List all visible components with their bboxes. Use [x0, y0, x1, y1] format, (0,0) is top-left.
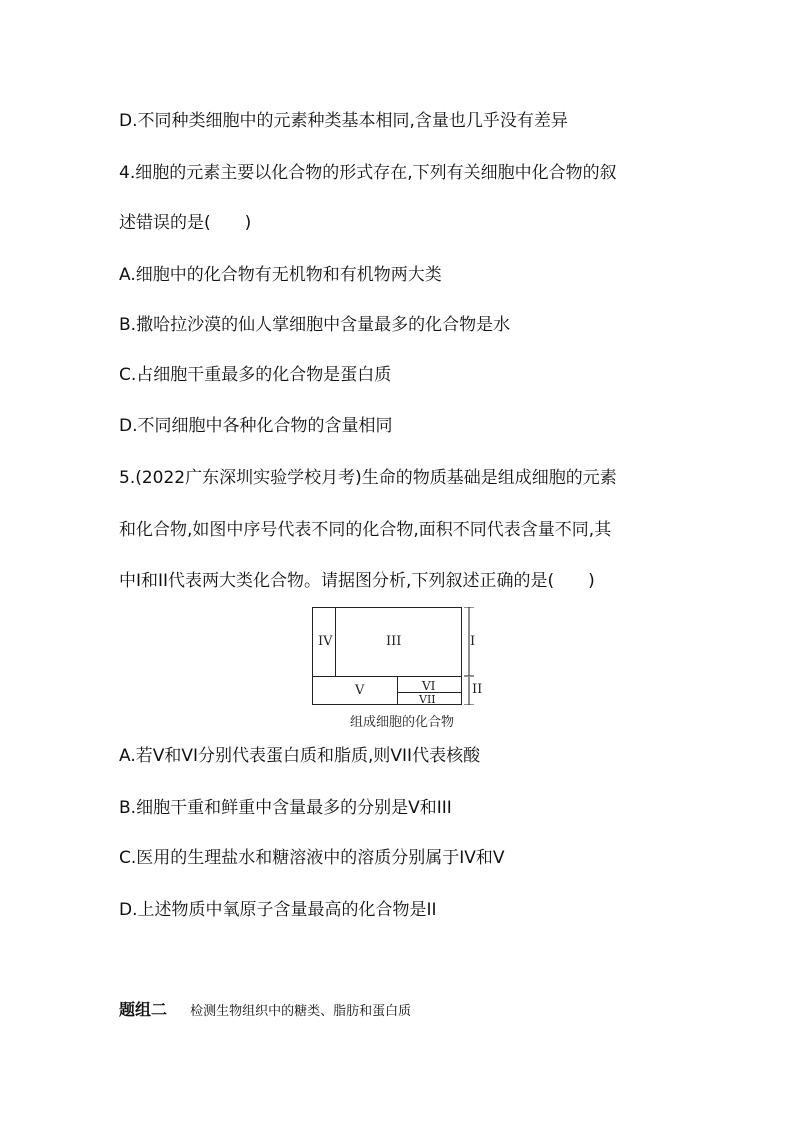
q5-option-c: C.医用的生理盐水和糖溶液中的溶质分别属于IV和V: [119, 848, 505, 868]
compound-diagram: [312, 607, 492, 732]
divider-horizontal: [312, 676, 462, 677]
label-vii: VII: [419, 693, 436, 706]
q4-option-c: C.占细胞干重最多的化合物是蛋白质: [119, 365, 392, 385]
label-i: I: [470, 634, 476, 649]
label-iii: III: [386, 634, 402, 649]
section-heading: [119, 1000, 411, 1022]
q5-option-b: B.细胞干重和鲜重中含量最多的分别是V和III: [119, 798, 452, 818]
q5-stem-line2: 和化合物,如图中序号代表不同的化合物,面积不同代表含量不同,其: [119, 520, 612, 540]
q4-option-a: A.细胞中的化合物有无机物和有机物两大类: [119, 265, 442, 285]
label-v: V: [355, 683, 365, 698]
q4-stem-line1: 4.细胞的元素主要以化合物的形式存在,下列有关细胞中化合物的叙: [119, 163, 617, 183]
divider-v-vi: [397, 676, 398, 705]
section-subtitle: 检测生物组织中的糖类、脂肪和蛋白质: [190, 1004, 412, 1019]
label-ii: II: [472, 682, 483, 697]
q5-option-d: D.上述物质中氧原子含量最高的化合物是II: [119, 900, 437, 920]
q4-stem-line2: 述错误的是( ): [119, 213, 252, 233]
q4-option-b: B.撒哈拉沙漠的仙人掌细胞中含量最多的化合物是水: [119, 315, 511, 335]
q5-stem-line1: 5.(2022广东深圳实验学校月考)生命的物质基础是组成细胞的元素: [119, 468, 617, 488]
q5-option-a: A.若V和VI分别代表蛋白质和脂质,则VII代表核酸: [119, 746, 481, 766]
section-title: 题组二: [119, 1000, 168, 1019]
q3-option-d: D.不同种类细胞中的元素种类基本相同,含量也几乎没有差异: [119, 111, 568, 131]
label-vi: VI: [422, 679, 436, 693]
diagram-caption: 组成细胞的化合物: [349, 715, 454, 730]
q4-option-d: D.不同细胞中各种化合物的含量相同: [119, 416, 393, 436]
label-iv: IV: [318, 634, 333, 649]
q5-stem-line3: 中I和II代表两大类化合物。请据图分析,下列叙述正确的是( ): [119, 571, 595, 591]
